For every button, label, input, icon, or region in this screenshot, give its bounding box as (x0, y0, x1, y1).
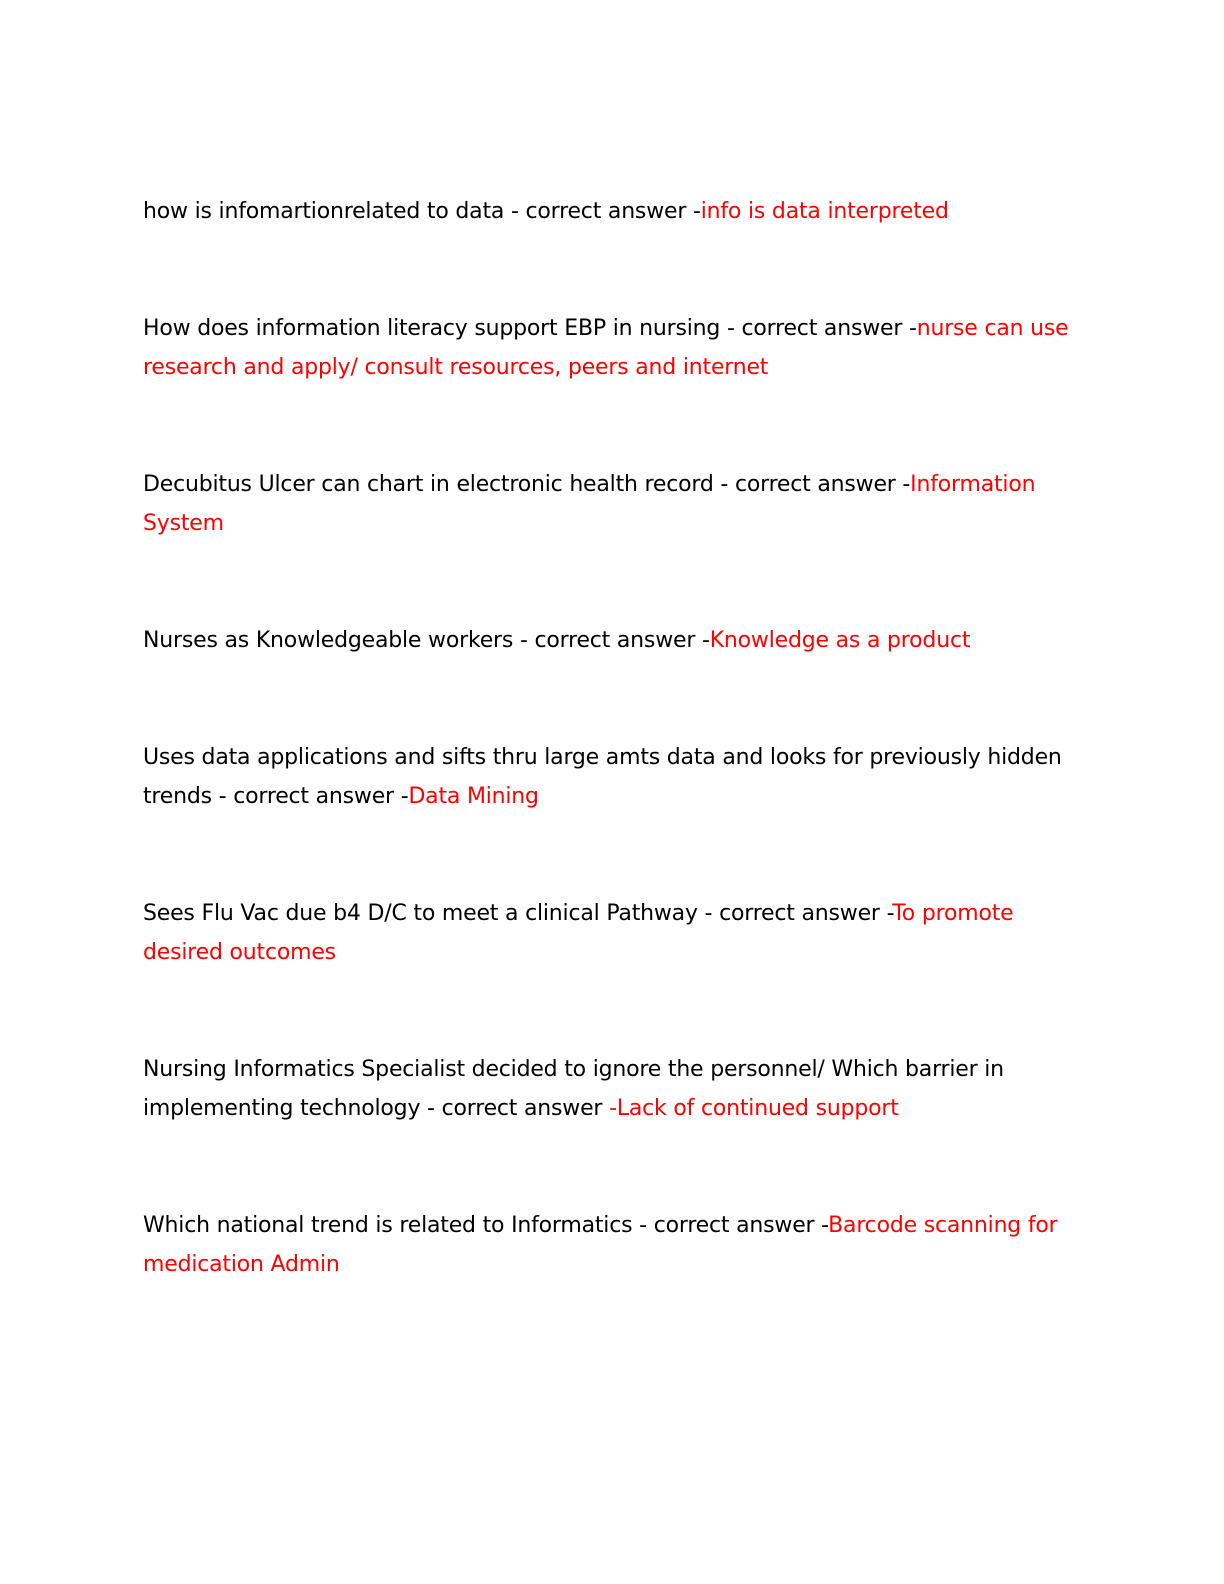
question-text: Nursing Informatics Specialist decided to ignore the personnel/ Which barrier in implementing technology - correct answer (143, 1057, 1004, 1121)
qa-item (143, 192, 1073, 231)
qa-item (143, 894, 1073, 972)
question-text: Which national trend is related to Informatics - correct answer - (143, 1213, 829, 1238)
answer-text: -Lack of continued support (609, 1096, 899, 1121)
question-text: how is infomartionrelated to data - correct answer - (143, 199, 701, 224)
answer-text: info is data interpreted (700, 199, 949, 224)
answer-text: nurse can use research and apply/ consult resources, peers and internet (143, 316, 1069, 380)
question-text: Sees Flu Vac due b4 D/C to meet a clinical Pathway - correct answer - (143, 901, 893, 926)
answer-text: Barcode scanning for medication Admin (143, 1213, 1058, 1277)
answer-text: Information System (143, 472, 1036, 536)
qa-item (143, 465, 1073, 543)
question-text: Uses data applications and sifts thru large amts data and looks for previously hidden trends - correct answer - (143, 745, 1062, 809)
answer-text: Data Mining (408, 784, 539, 809)
answer-text: To promote desired outcomes (143, 901, 1014, 965)
question-text: Nurses as Knowledgeable workers - correct answer - (143, 628, 710, 653)
qa-item (143, 1206, 1073, 1284)
question-text: How does information literacy support EBP in nursing - correct answer - (143, 316, 917, 341)
answer-text: Knowledge as a product (709, 628, 971, 653)
qa-list (143, 192, 1073, 1362)
qa-item (143, 1050, 1073, 1128)
qa-item (143, 309, 1073, 387)
qa-item (143, 738, 1073, 816)
question-text: Decubitus Ulcer can chart in electronic health record - correct answer - (143, 472, 911, 497)
qa-item (143, 621, 1073, 660)
